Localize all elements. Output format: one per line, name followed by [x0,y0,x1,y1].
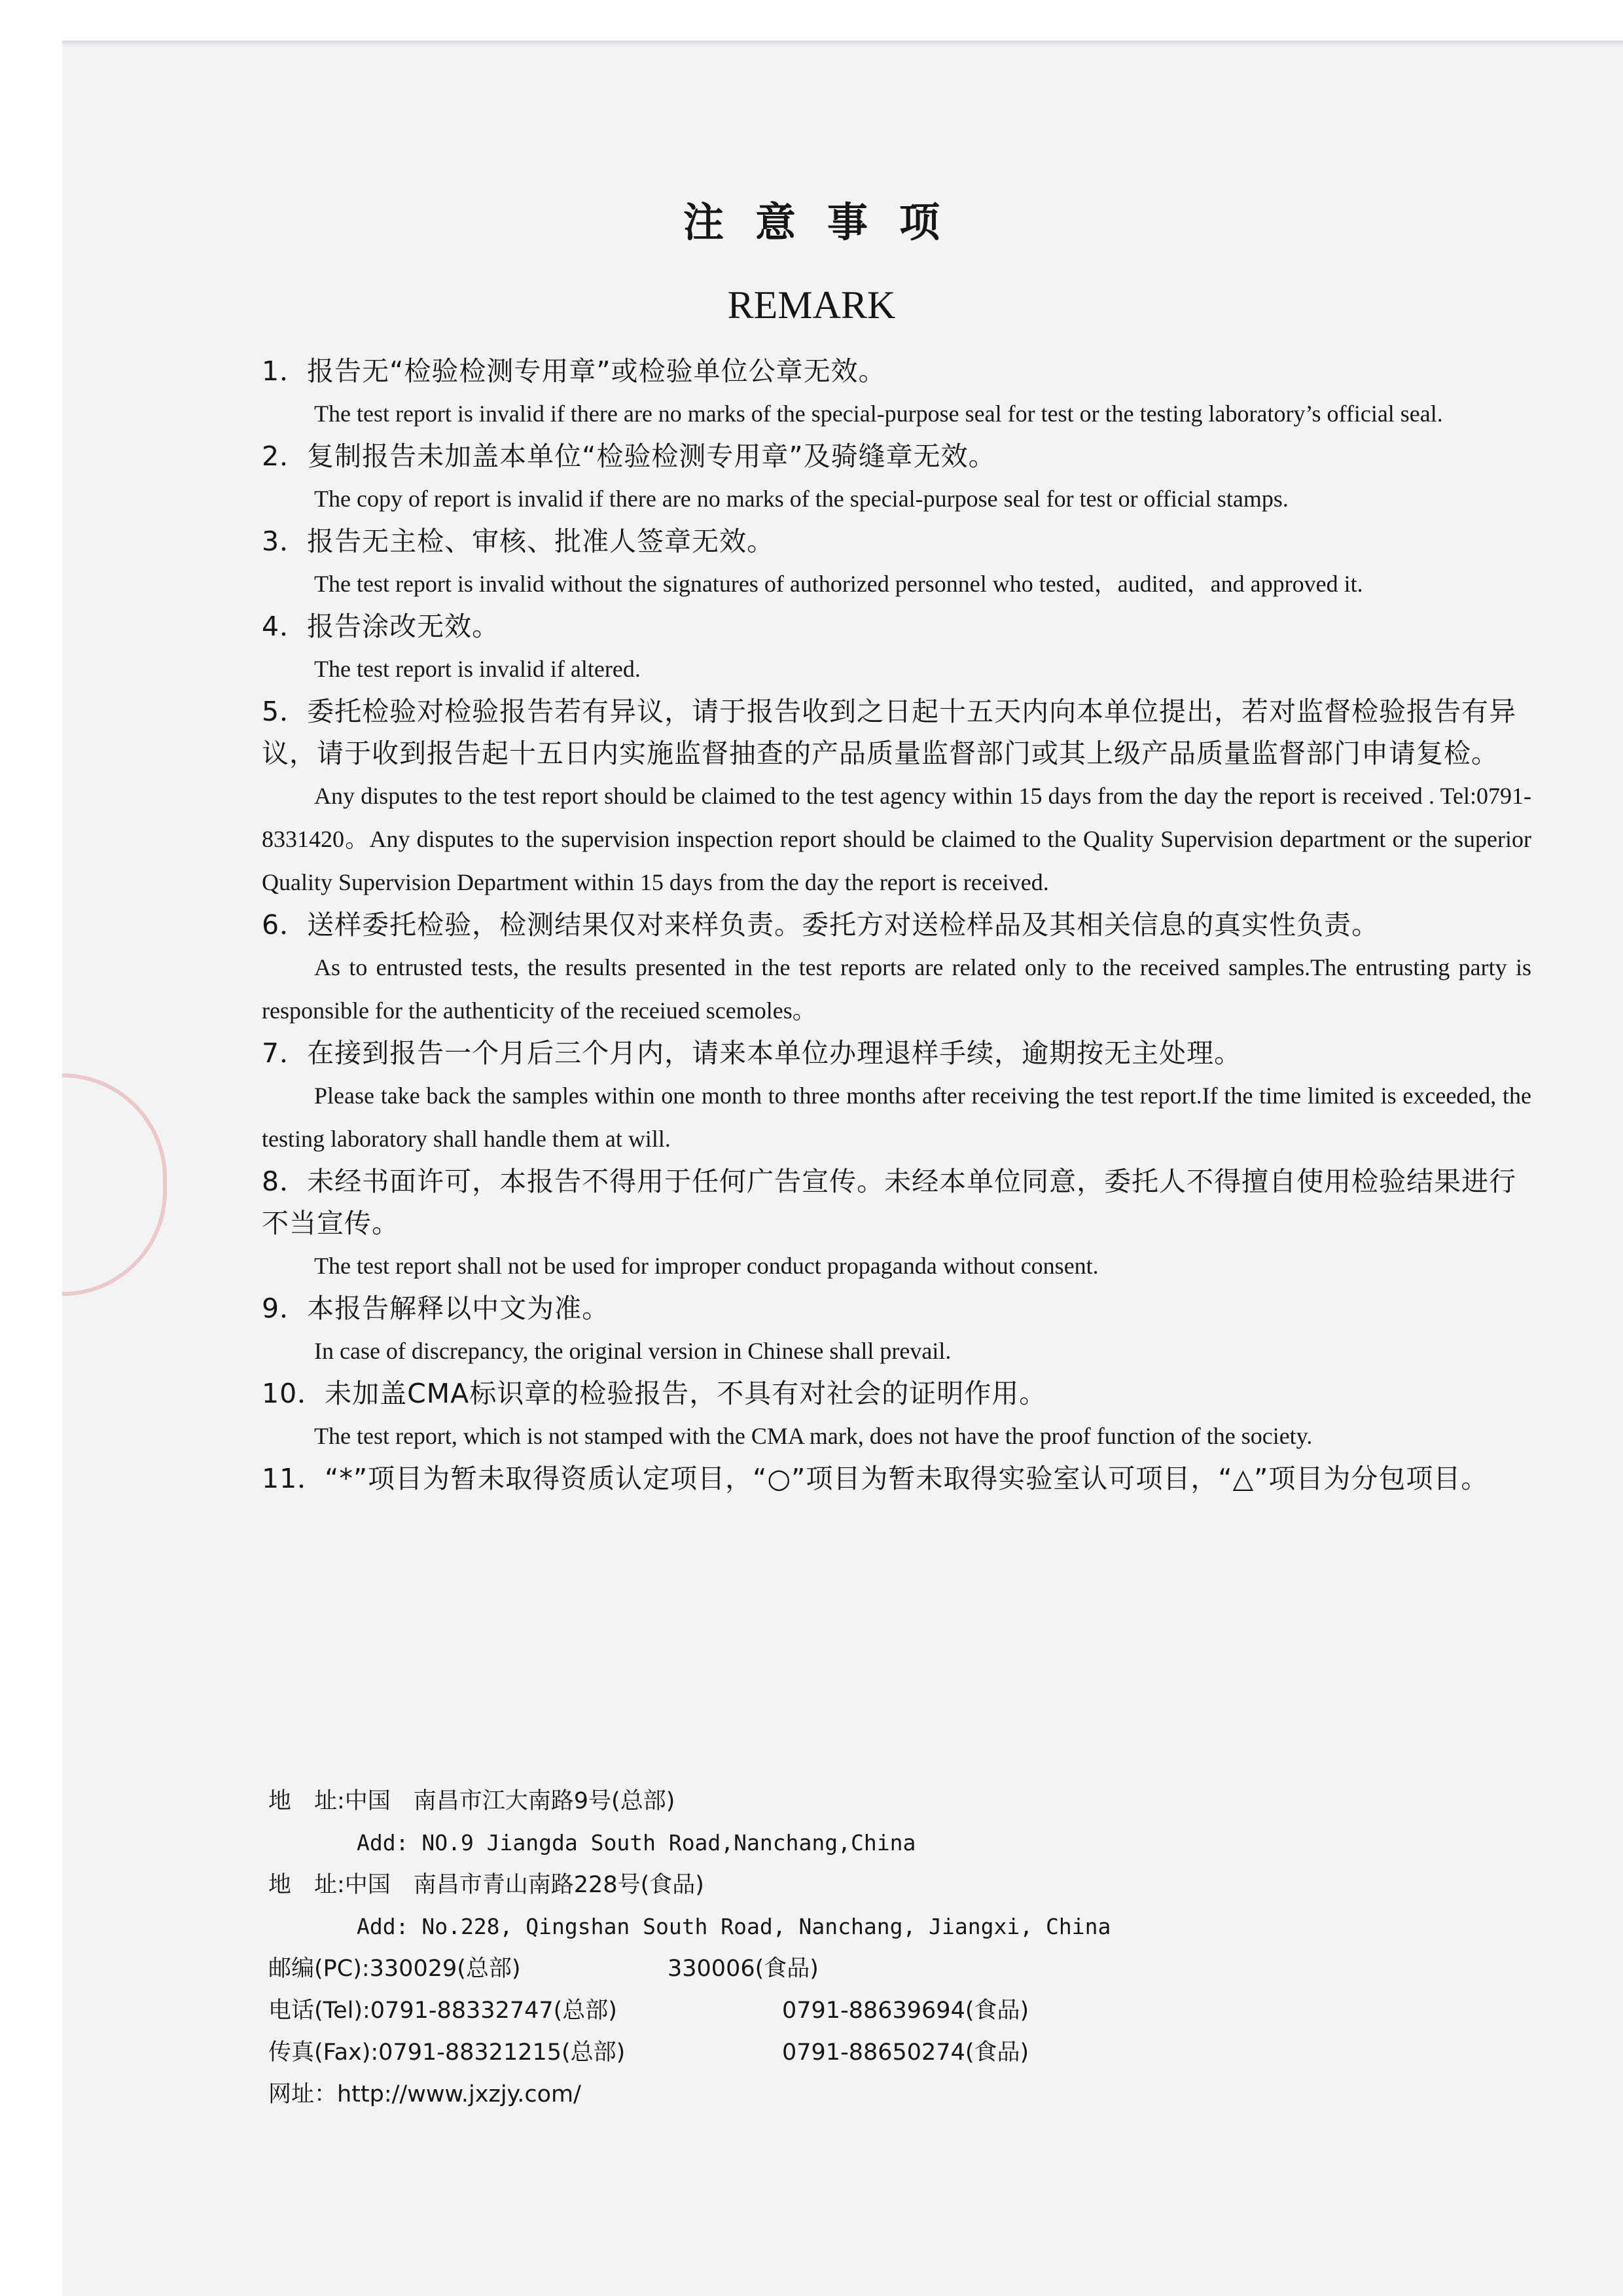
remark-cn: 6．送样委托检验，检测结果仅对来样负责。委托方对送检样品及其相关信息的真实性负责。 [262,909,1380,941]
remark-en: The copy of report is invalid if there are no marks of the special-purpose seal for test or official stamps. [314,486,1289,512]
remark-cn: 3．报告无主检、审核、批准人签章无效。 [262,526,775,557]
remark-en: In case of discrepancy, the original version in Chinese shall prevail. [314,1338,952,1364]
contact-block [268,1780,1446,2115]
postcode-food: 330006(食品) [668,1956,819,1982]
remark-en: As to entrusted tests, the results presented in the test reports are related only to the received samples.The entrusting party is responsible for the authenticity of the receiued scemoles。 [262,954,1531,1024]
postcode-row [268,1948,1446,1990]
remark-cn: 4．报告涂改无效。 [262,611,500,642]
remark-item-1 [262,350,1531,435]
remark-item-10 [262,1372,1531,1458]
remark-item-4 [262,605,1531,691]
remark-item-5 [262,691,1531,904]
remark-item-6 [262,904,1531,1032]
remark-en: Please take back the samples within one month to three months after receiving the test report.If the time limited is exceeded, the testing laboratory shall handle them at will. [262,1083,1531,1152]
remark-item-9 [262,1287,1531,1372]
remark-item-2 [262,435,1531,520]
scan-edge [62,41,1623,47]
remark-item-8 [262,1160,1531,1287]
tel-hq: 电话(Tel):0791-88332747(总部) [268,1998,617,2024]
website-row: 网址：http://www.jxzjy.com/ [268,2081,581,2108]
fax-food: 0791-88650274(食品) [782,2039,1029,2066]
address-food-en: Add: No.228, Qingshan South Road, Nanchang, Jiangxi, China [357,1914,1111,1939]
remark-item-11 [262,1458,1531,1499]
remark-cn: 8．未经书面许可，本报告不得用于任何广告宣传。未经本单位同意，委托人不得擅自使用检验结果进行不当宣传。 [262,1166,1517,1239]
postcode-hq: 邮编(PC):330029(总部) [268,1956,521,1982]
remark-cn: 11．“*”项目为暂未取得资质认定项目，“○”项目为暂未取得实验室认可项目，“△”项目为分包项目。 [262,1463,1489,1494]
address-food-cn: 地 址:中国 南昌市青山南路228号(食品) [268,1872,704,1898]
fax-hq: 传真(Fax):0791-88321215(总部) [268,2039,626,2066]
remark-cn: 2．复制报告未加盖本单位“检验检测专用章”及骑缝章无效。 [262,440,996,472]
remark-cn: 9．本报告解释以中文为准。 [262,1293,610,1324]
remark-cn: 1．报告无“检验检测专用章”或检验单位公章无效。 [262,355,886,387]
remark-en: The test report shall not be used for improper conduct propaganda without consent. [314,1253,1099,1279]
page-title-cn: 注意事项 [683,198,971,246]
remark-en: Any disputes to the test report should be claimed to the test agency within 15 days from the day the report is received . Tel:0791-8331420。Any disputes to the supervision inspection report should be claimed to the Quality Supervision department or the superior Quality Supervision Department within 15 days from the day the report is received. [262,783,1531,895]
address-hq-cn: 地 址:中国 南昌市江大南路9号(总部) [268,1788,675,1814]
tel-food: 0791-88639694(食品) [782,1998,1029,2024]
address-hq-en: Add: NO.9 Jiangda South Road,Nanchang,China [357,1830,916,1856]
remark-en: The test report is invalid without the signatures of authorized personnel who tested，audited，and approved it. [314,571,1363,597]
remark-cn: 10．未加盖CMA标识章的检验报告，不具有对社会的证明作用。 [262,1378,1047,1409]
remark-cn: 7．在接到报告一个月后三个月内，请来本单位办理退样手续，逾期按无主处理。 [262,1037,1242,1069]
remark-en: The test report is invalid if there are no marks of the special-purpose seal for test or the testing laboratory’s official seal. [314,401,1443,427]
page-title-en: REMARK [727,283,896,327]
remark-en: The test report is invalid if altered. [314,656,641,682]
remark-item-7 [262,1032,1531,1160]
remark-en: The test report, which is not stamped with the CMA mark, does not have the proof function of the society. [314,1423,1313,1449]
remark-list [262,350,1531,1499]
tel-row [268,1990,1446,2032]
remark-item-3 [262,520,1531,605]
fax-row [268,2032,1446,2073]
remark-cn: 5．委托检验对检验报告若有异议，请于报告收到之日起十五天内向本单位提出，若对监督检验报告有异议，请于收到报告起十五日内实施监督抽查的产品质量监督部门或其上级产品质量监督部门申请复检。 [262,696,1517,769]
